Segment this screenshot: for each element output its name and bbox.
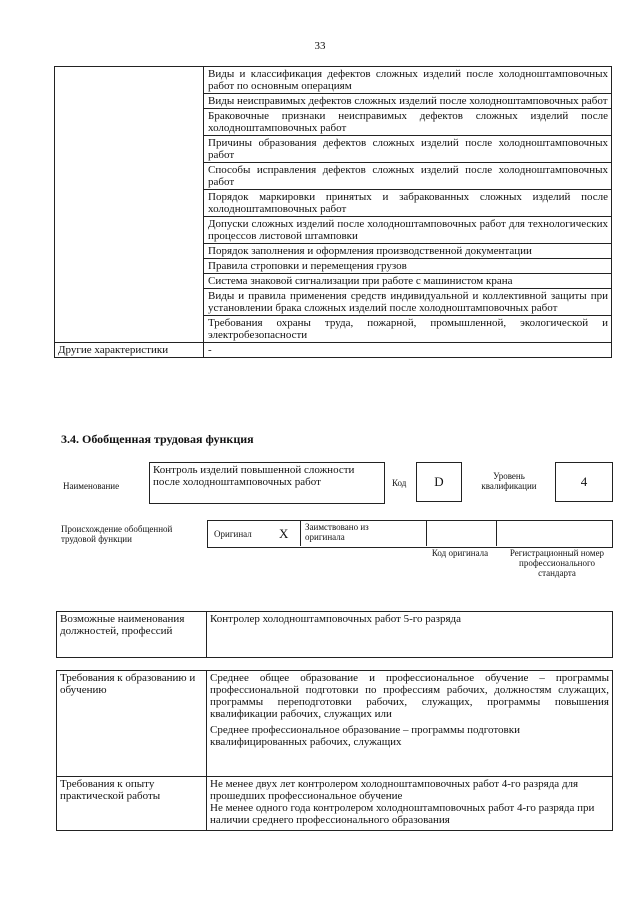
experience-line: Не менее двух лет контролером холодноштамповочных работ 4-го разряда для прошедших профессиональное обучение [210, 778, 579, 802]
education-label: Требования к образованию и обучению [57, 671, 207, 777]
positions-label: Возможные наименования должностей, профессий [57, 612, 207, 658]
experience-line: Не менее одного года контролером холодноштамповочных работ 4-го разряда при наличии среднего профессионального образования [210, 802, 595, 826]
table-row [55, 67, 612, 94]
education-value [207, 671, 613, 777]
knowledge-item: Допуски сложных изделий после холодноштамповочных работ для технологических процессов листовой штамповки [204, 217, 612, 244]
reg-caption: Регистрационный номер профессионального стандарта [509, 548, 605, 578]
knowledge-label-cell [55, 67, 204, 343]
knowledge-item: Порядок маркировки принятых и забракованных сложных изделий после холодноштамповочных работ [204, 190, 612, 217]
name-value: Контроль изделий повышенной сложности после холодноштамповочных работ [149, 462, 385, 504]
other-characteristics-label: Другие характеристики [55, 343, 204, 358]
knowledge-item: Порядок заполнения и оформления производственной документации [204, 244, 612, 259]
education-line: Среднее общее образование и профессиональное обучение – программы профессиональной подготовки по профессиям рабочих, должностям служащих, программы переподготовки рабочих, служащих, программы повышения квалификации рабочих, служащих или [210, 672, 609, 720]
name-label: Наименование [63, 481, 120, 491]
origin-label: Происхождение обобщенной трудовой функции [61, 524, 173, 544]
knowledge-item: Требования охраны труда, пожарной, промышленной, экологической и электробезопасности [204, 316, 612, 343]
knowledge-item: Виды неисправимых дефектов сложных изделий после холодноштамповочных работ [204, 94, 612, 109]
page-number: 33 [314, 40, 326, 52]
experience-value [207, 777, 613, 831]
borrowed-label: Заимствовано из оригинала [305, 522, 369, 542]
origin-divider-3 [496, 520, 497, 546]
origin-divider-2 [426, 520, 427, 546]
requirements-table [56, 670, 613, 831]
table-row [57, 671, 613, 777]
code-label: Код [392, 478, 407, 488]
knowledge-item: Виды и правила применения средств индивидуальной и коллективной защиты при установлении брака сложных изделий после холодноштамповочных работ [204, 289, 612, 316]
table-row [55, 343, 612, 358]
positions-table [56, 611, 613, 658]
knowledge-item: Система знаковой сигнализации при работе с машинистом крана [204, 274, 612, 289]
original-label: Оригинал [214, 529, 252, 539]
experience-label: Требования к опыту практической работы [57, 777, 207, 831]
section-title: 3.4. Обобщенная трудовая функция [61, 432, 254, 446]
positions-value: Контролер холодноштамповочных работ 5-го разряда [207, 612, 613, 658]
code-value-box [416, 462, 462, 502]
origin-divider-1 [300, 520, 301, 546]
level-label: Уровень квалификации [481, 471, 537, 491]
knowledge-item: Браковочные признаки неисправимых дефектов сложных изделий после холодноштамповочных работ [204, 109, 612, 136]
code-value: D [434, 474, 444, 489]
level-value: 4 [580, 474, 588, 489]
table-row [57, 777, 613, 831]
knowledge-item: Причины образования дефектов сложных изделий после холодноштамповочных работ [204, 136, 612, 163]
original-mark: X [279, 526, 289, 541]
knowledge-item: Правила строповки и перемещения грузов [204, 259, 612, 274]
table-row [57, 612, 613, 658]
education-line: Среднее профессиональное образование – программы подготовки квалифицированных рабочих, служащих [210, 724, 520, 748]
knowledge-item: Виды и классификация дефектов сложных изделий после холодноштамповочных работ по основным операциям [204, 67, 612, 94]
origin-boxes [207, 520, 613, 548]
knowledge-table [54, 66, 612, 358]
code-caption: Код оригинала [431, 548, 489, 558]
knowledge-item: Способы исправления дефектов сложных изделий после холодноштамповочных работ [204, 163, 612, 190]
other-characteristics-value: - [204, 343, 612, 358]
level-value-box [555, 462, 613, 502]
